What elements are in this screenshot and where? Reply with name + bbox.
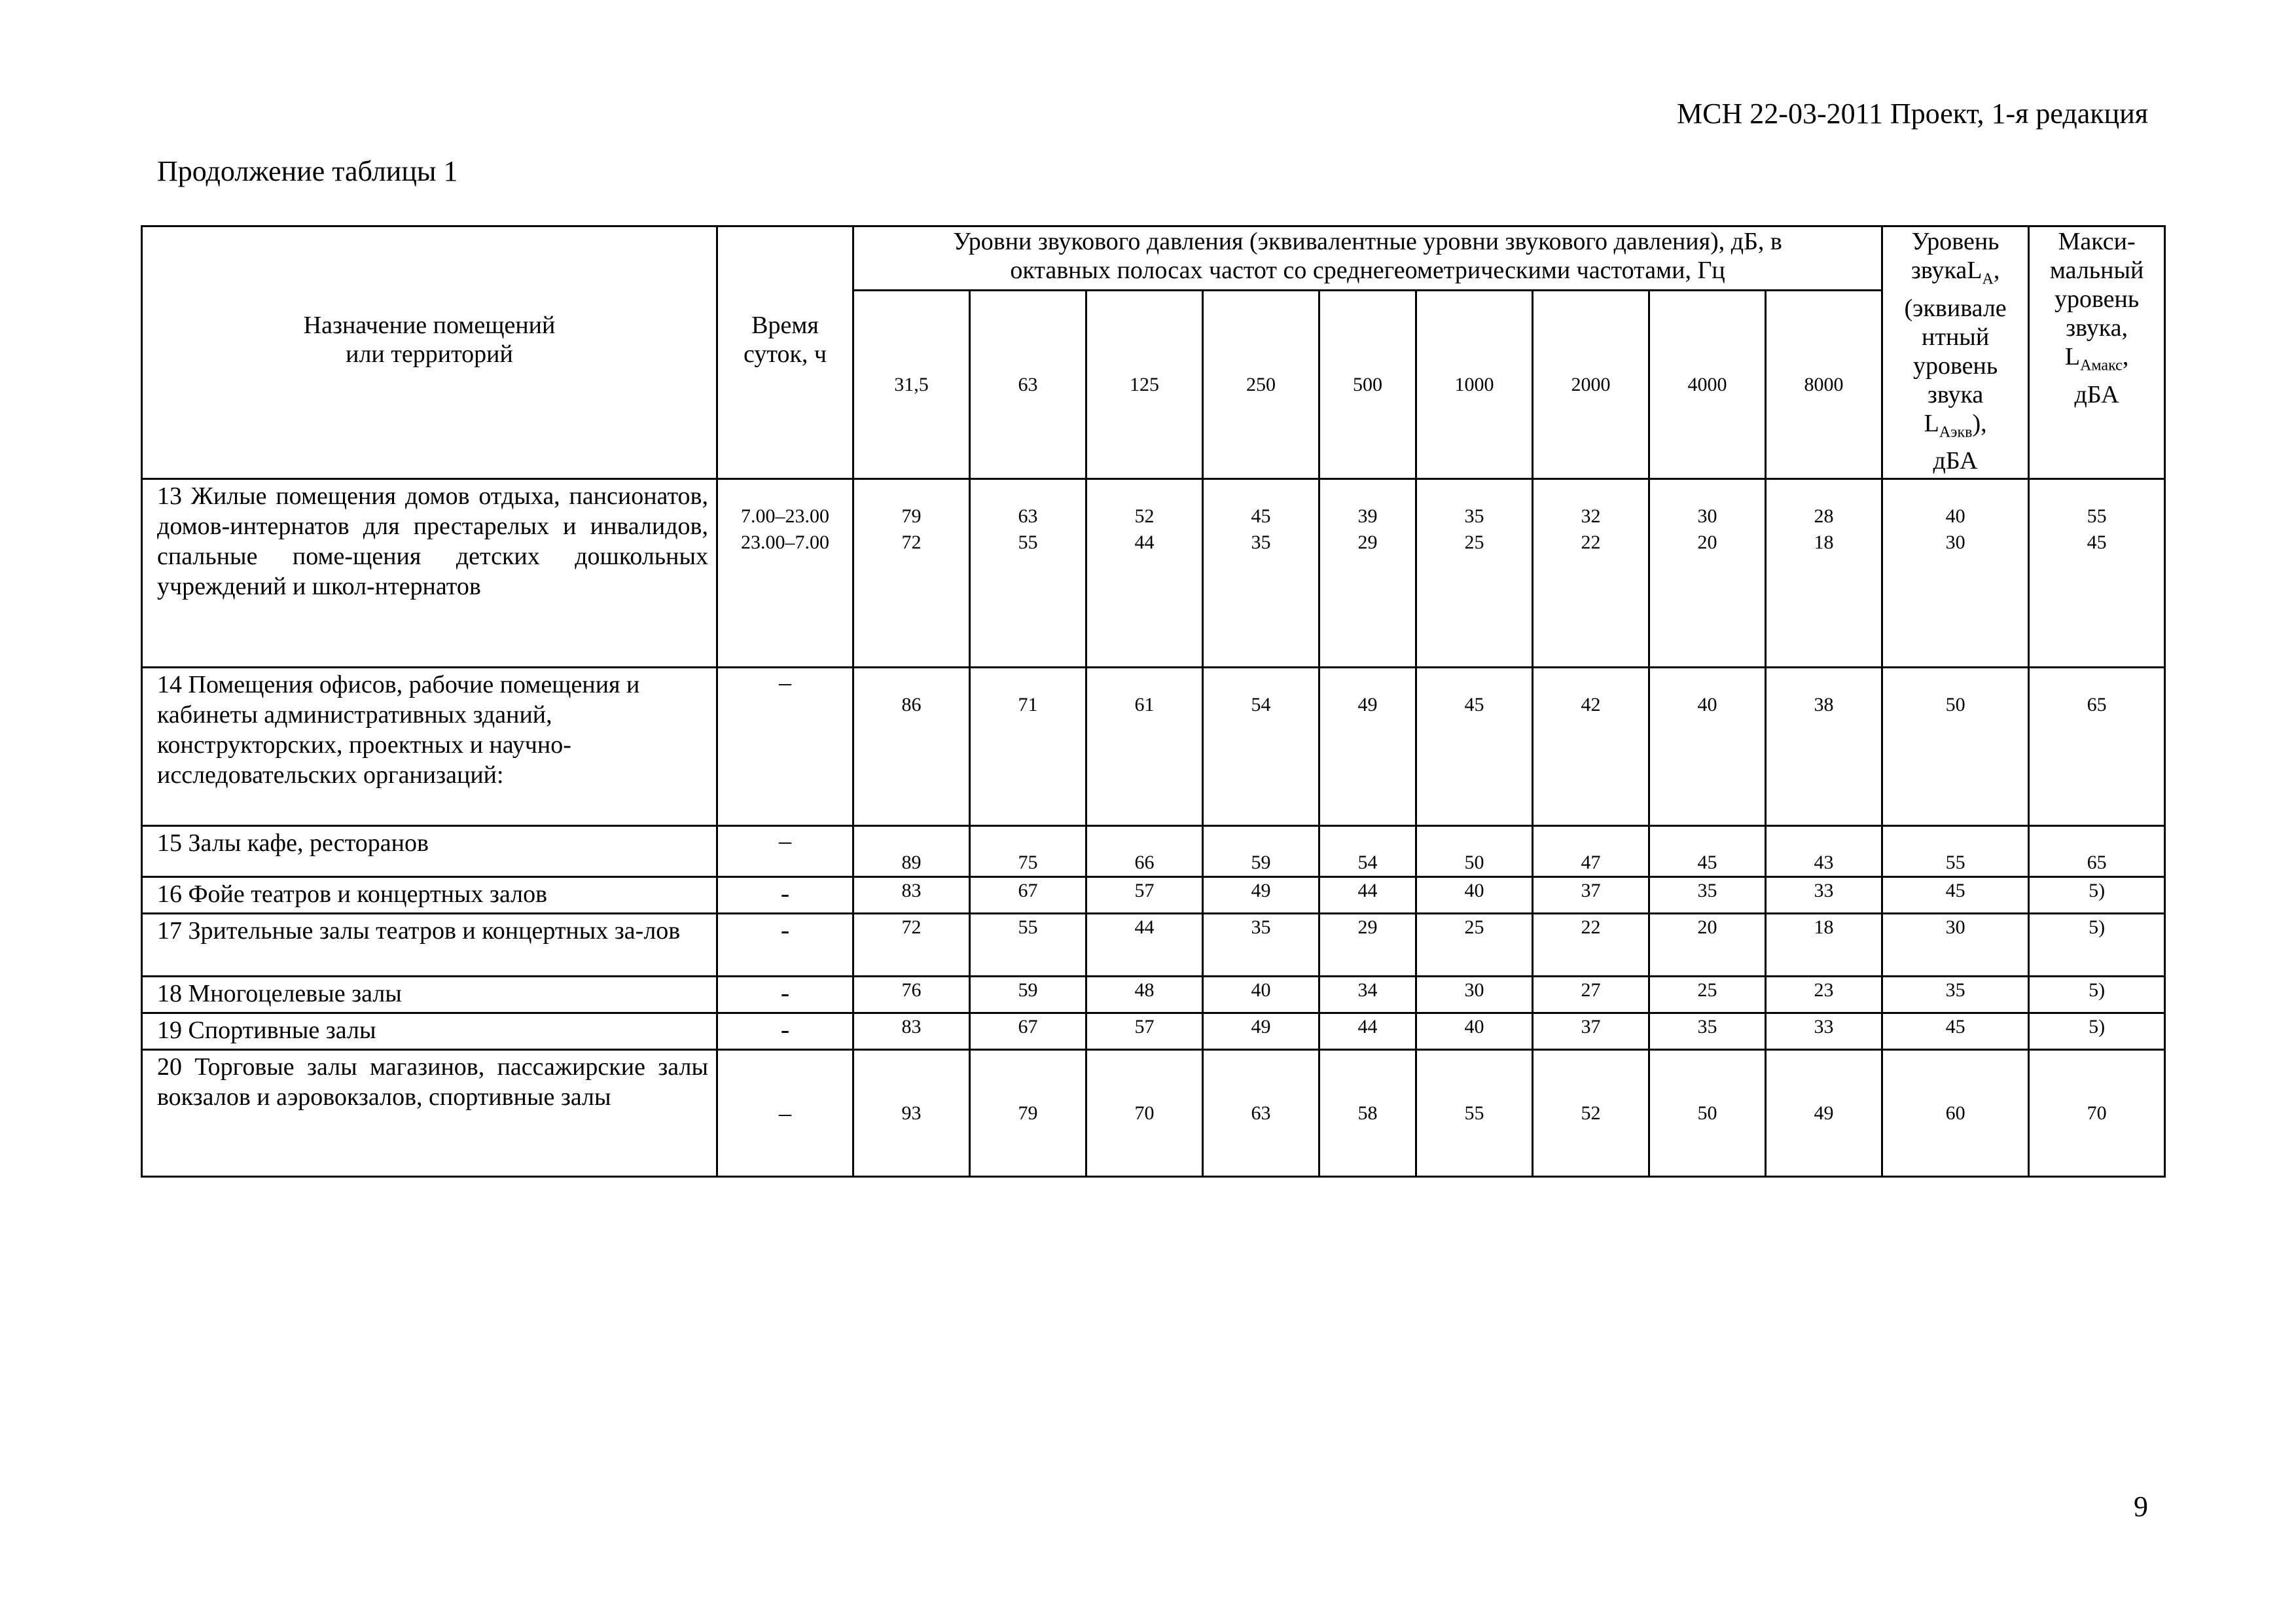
value-cell: 83 — [853, 1013, 970, 1050]
freq-4000: 4000 — [1649, 291, 1766, 479]
document-code: МСН 22-03-2011 Проект, 1-я редакция — [1677, 98, 2148, 130]
table-row — [142, 977, 2165, 1013]
table-row — [142, 1050, 2165, 1177]
value-cell: 59 — [1203, 826, 1319, 877]
value-cell: 44 — [1319, 877, 1416, 914]
level-cell: 45 — [1882, 877, 2029, 914]
header-level-line4: нтный — [1922, 323, 1990, 351]
value-cell: 79 — [970, 1050, 1086, 1177]
value-cell: 67 — [970, 1013, 1086, 1050]
row-name: 15 Залы кафе, ресторанов — [142, 826, 717, 877]
header-level-line5: уровень — [1912, 352, 1998, 380]
header-level-line7: $L_{Аэкв}$), — [1924, 409, 1987, 441]
value-cell: 34 — [1319, 977, 1416, 1013]
header-max-line5: $L_{Амакс}$, — [2064, 343, 2129, 374]
value-cell: 25 — [1649, 977, 1766, 1013]
freq-1000: 1000 — [1416, 291, 1533, 479]
value-cell: 40 — [1416, 1013, 1533, 1050]
value-cell: 76 — [853, 977, 970, 1013]
header-octave-line2: октавных полосах частот со среднегеометрическими частотами, Гц — [1010, 257, 1725, 284]
level-cell: 60 — [1882, 1050, 2029, 1177]
row-time: – — [717, 1050, 853, 1177]
table-row — [142, 877, 2165, 914]
value-cell: 42 — [1533, 668, 1649, 826]
value-cell: 72 — [853, 914, 970, 977]
value-cell: 32 22 — [1533, 479, 1649, 668]
row-name: 13 Жилые помещения домов отдыха, пансионатов, домов-интернатов для престарелых и инвалидов, спальные поме-щения детских дошкольных учреждений и школ-нтернатов — [142, 479, 717, 668]
value-cell: 44 — [1319, 1013, 1416, 1050]
value-cell: 54 — [1203, 668, 1319, 826]
row-name: 17 Зрительные залы театров и концертных за-лов — [142, 914, 717, 977]
freq-31-5: 31,5 — [853, 291, 970, 479]
row-time: - — [717, 914, 853, 977]
value-cell: 83 — [853, 877, 970, 914]
value-cell: 89 — [853, 826, 970, 877]
header-octave-line1: Уровни звукового давления (эквивалентные уровни звукового давления), дБ, в — [953, 228, 1782, 255]
value-cell: 55 — [1416, 1050, 1533, 1177]
value-cell: 52 — [1533, 1050, 1649, 1177]
row-name: 19 Спортивные залы — [142, 1013, 717, 1050]
value-cell: 39 29 — [1319, 479, 1416, 668]
freq-2000: 2000 — [1533, 291, 1649, 479]
header-time-line1: Время — [751, 311, 819, 339]
value-cell: 45 35 — [1203, 479, 1319, 668]
table-row — [142, 914, 2165, 977]
row-name: 16 Фойе театров и концертных залов — [142, 877, 717, 914]
value-cell: 28 18 — [1766, 479, 1882, 668]
value-cell: 93 — [853, 1050, 970, 1177]
time-night: 23.00–7.00 — [741, 532, 829, 553]
value-cell: 59 — [970, 977, 1086, 1013]
value-cell: 25 — [1416, 914, 1533, 977]
header-purpose-line2: или территорий — [346, 340, 513, 368]
header-time-line2: суток, ч — [743, 340, 827, 368]
header-max-line1: Макси- — [2058, 228, 2136, 255]
max-cell: 70 — [2029, 1050, 2165, 1177]
freq-63: 63 — [970, 291, 1086, 479]
value-cell: 49 — [1203, 877, 1319, 914]
header-max-line2: мальный — [2049, 257, 2144, 284]
freq-125: 125 — [1086, 291, 1203, 479]
row-name: 18 Многоцелевые залы — [142, 977, 717, 1013]
value-cell: 45 — [1649, 826, 1766, 877]
value-cell: 48 — [1086, 977, 1203, 1013]
value-cell: 33 — [1766, 877, 1882, 914]
value-cell: 47 — [1533, 826, 1649, 877]
value-cell: 40 — [1203, 977, 1319, 1013]
header-time — [717, 226, 853, 479]
value-cell: 35 — [1649, 877, 1766, 914]
header-level-line8: дБА — [1933, 447, 1978, 475]
value-cell: 57 — [1086, 1013, 1203, 1050]
header-max-line6: дБА — [2074, 380, 2119, 408]
value-cell: 52 44 — [1086, 479, 1203, 668]
noise-norms-table — [141, 225, 2166, 1178]
header-level-line3: (эквивале — [1904, 294, 2007, 322]
value-cell: 57 — [1086, 877, 1203, 914]
value-cell: 54 — [1319, 826, 1416, 877]
value-cell: 20 — [1649, 914, 1766, 977]
time-day: 7.00–23.00 — [741, 505, 829, 527]
row-time: - — [717, 1013, 853, 1050]
table-row — [142, 479, 2165, 668]
level-cell: 45 — [1882, 1013, 2029, 1050]
row-time — [717, 479, 853, 668]
freq-8000: 8000 — [1766, 291, 1882, 479]
header-octave-bands — [853, 226, 1882, 291]
value-cell: 86 — [853, 668, 970, 826]
value-cell: 66 — [1086, 826, 1203, 877]
value-cell: 27 — [1533, 977, 1649, 1013]
value-cell: 33 — [1766, 1013, 1882, 1050]
row-time: – — [717, 668, 853, 826]
value-cell: 37 — [1533, 877, 1649, 914]
value-cell: 61 — [1086, 668, 1203, 826]
level-cell: 35 — [1882, 977, 2029, 1013]
value-cell: 30 — [1416, 977, 1533, 1013]
value-cell: 70 — [1086, 1050, 1203, 1177]
value-cell: 35 — [1203, 914, 1319, 977]
value-cell: 63 55 — [970, 479, 1086, 668]
row-time: - — [717, 977, 853, 1013]
value-cell: 22 — [1533, 914, 1649, 977]
freq-500: 500 — [1319, 291, 1416, 479]
table-caption: Продолжение таблицы 1 — [157, 155, 458, 187]
header-purpose-line1: Назначение помещений — [303, 311, 556, 339]
value-cell: 35 25 — [1416, 479, 1533, 668]
max-cell: 55 45 — [2029, 479, 2165, 668]
value-cell: 79 72 — [853, 479, 970, 668]
freq-250: 250 — [1203, 291, 1319, 479]
value-cell: 75 — [970, 826, 1086, 877]
header-row-1 — [142, 226, 2165, 291]
header-max-level — [2029, 226, 2165, 479]
value-cell: 49 — [1319, 668, 1416, 826]
value-cell: 71 — [970, 668, 1086, 826]
header-level-line1: Уровень — [1911, 228, 2000, 255]
value-cell: 55 — [970, 914, 1086, 977]
max-cell: 5) — [2029, 977, 2165, 1013]
row-name: 20 Торговые залы магазинов, пассажирские залы вокзалов и аэровокзалов, спортивные залы — [142, 1050, 717, 1177]
header-level-line6: звука — [1927, 380, 1984, 408]
max-cell: 5) — [2029, 914, 2165, 977]
row-time: - — [717, 877, 853, 914]
value-cell: 50 — [1649, 1050, 1766, 1177]
value-cell: 30 20 — [1649, 479, 1766, 668]
header-max-line3: уровень — [2054, 285, 2140, 313]
table-row — [142, 826, 2165, 877]
value-cell: 43 — [1766, 826, 1882, 877]
level-cell: 50 — [1882, 668, 2029, 826]
header-purpose — [142, 226, 717, 479]
header-level-line2: звукаL$_A$, — [1910, 257, 2000, 288]
value-cell: 49 — [1766, 1050, 1882, 1177]
max-cell: 5) — [2029, 877, 2165, 914]
header-sound-level — [1882, 226, 2029, 479]
value-cell: 35 — [1649, 1013, 1766, 1050]
value-cell: 40 — [1416, 877, 1533, 914]
value-cell: 67 — [970, 877, 1086, 914]
value-cell: 37 — [1533, 1013, 1649, 1050]
row-time: – — [717, 826, 853, 877]
value-cell: 38 — [1766, 668, 1882, 826]
level-cell: 30 — [1882, 914, 2029, 977]
table-row — [142, 1013, 2165, 1050]
value-cell: 63 — [1203, 1050, 1319, 1177]
row-name: 14 Помещения офисов, рабочие помещения и кабинеты административных зданий, конструкторских, проектных и научно-исследовательских организаций: — [142, 668, 717, 826]
max-cell: 65 — [2029, 826, 2165, 877]
value-cell: 23 — [1766, 977, 1882, 1013]
max-cell: 5) — [2029, 1013, 2165, 1050]
value-cell: 50 — [1416, 826, 1533, 877]
value-cell: 44 — [1086, 914, 1203, 977]
header-max-line4: звука, — [2066, 314, 2128, 342]
level-cell: 55 — [1882, 826, 2029, 877]
value-cell: 29 — [1319, 914, 1416, 977]
level-cell: 40 30 — [1882, 479, 2029, 668]
value-cell: 49 — [1203, 1013, 1319, 1050]
value-cell: 18 — [1766, 914, 1882, 977]
value-cell: 40 — [1649, 668, 1766, 826]
page-number: 9 — [2134, 1490, 2148, 1523]
max-cell: 65 — [2029, 668, 2165, 826]
value-cell: 45 — [1416, 668, 1533, 826]
value-cell: 58 — [1319, 1050, 1416, 1177]
table-row — [142, 668, 2165, 826]
